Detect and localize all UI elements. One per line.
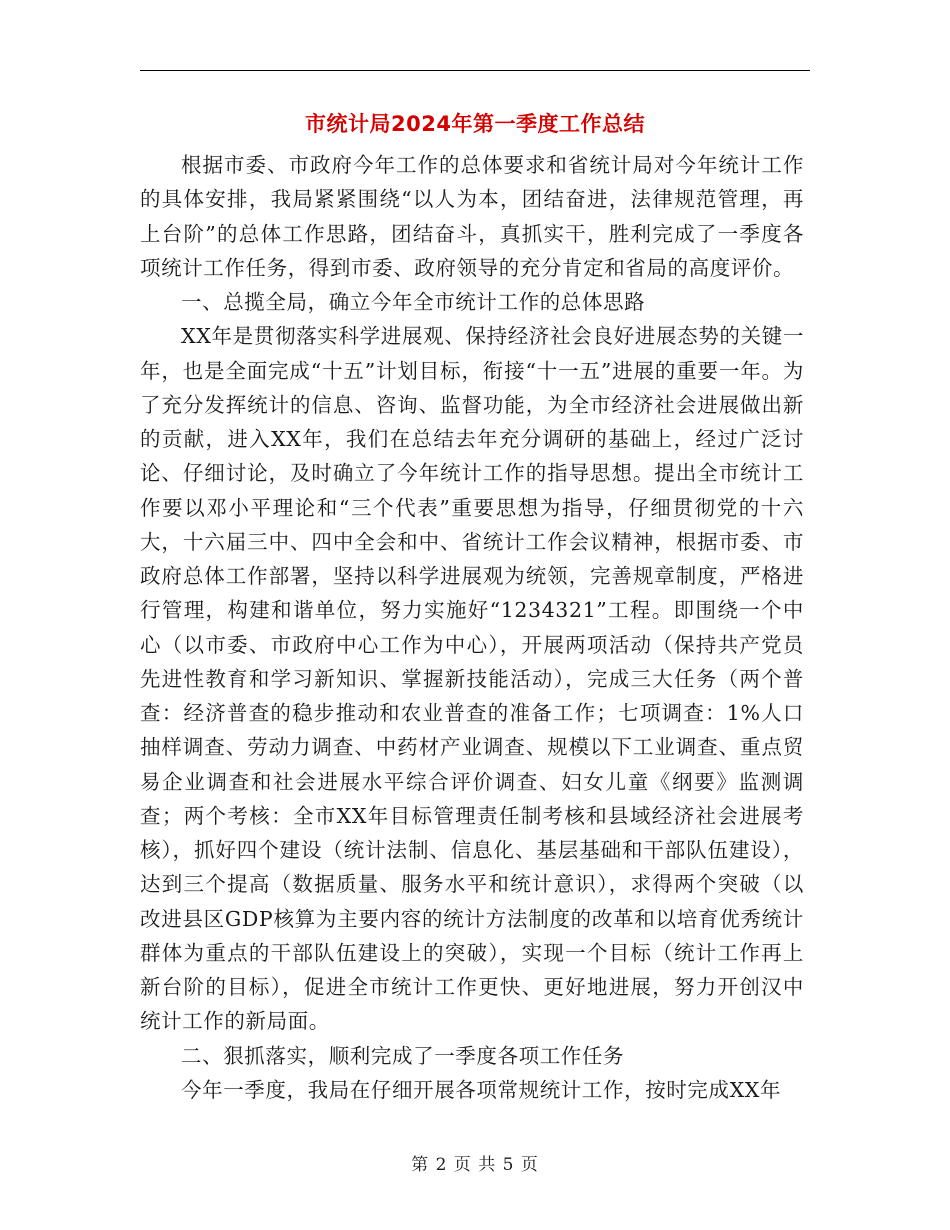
paragraph-intro: 根据市委、市政府今年工作的总体要求和省统计局对今年统计工作的具体安排，我局紧紧围绕“以人为本，团结奋进，法律规范管理，再上台阶”的总体工作思路，团结奋斗，真抓实干，胜利完成了一季度各项统计工作任务，得到市委、政府领导的充分肯定和省局的高度评价。 [140,153,804,280]
paragraph-section-1: XX年是贯彻落实科学进展观、保持经济社会良好进展态势的关键一年，也是全面完成“十五”计划目标，衔接“十一五”进展的重要一年。为了充分发挥统计的信息、咨询、监督功能，为全市经济社会进展做出新的贡献，进入XX年，我们在总结去年充分调研的基础上，经过广泛讨论、仔细讨论，及时确立了今年统计工作的指导思想。提出全市统计工作要以邓小平理论和“三个代表”重要思想为指导，仔细贯彻党的十六大，十六届三中、四中全会和中、省统计工作会议精神，根据市委、市政府总体工作部署，坚持以科学进展观为统领，完善规章制度，严格进行管理，构建和谐单位，努力实施好“1234321”工程。即围绕一个中心（以市委、市政府中心工作为中心），开展两项活动（保持共产党员先进性教育和学习新知识、掌握新技能活动），完成三大任务（两个普查：经济普查的稳步推动和农业普查的准备工作；七项调查：1%人口抽样调查、劳动力调查、中药材产业调查、规模以下工业调查、重点贸易企业调查和社会进展水平综合评价调查、妇女儿童《纲要》监测调查；两个考核：全市XX年目标管理责任制考核和县域经济社会进展考核），抓好四个建设（统计法制、信息化、基层基础和干部队伍建设），达到三个提高（数据质量、服务水平和统计意识），求得两个突破（以改进县区GDP核算为主要内容的统计方法制度的改革和以培育优秀统计群体为重点的干部队伍建设上的突破），实现一个目标（统计工作再上新台阶的目标），促进全市统计工作更快、更好地进展，努力开创汉中统计工作的新局面。 [140,324,804,1034]
paragraph-section-2: 今年一季度，我局在仔细开展各项常规统计工作，按时完成XX年 [181,1077,782,1102]
page-number: 第 2 页 共 5 页 [411,1155,539,1175]
section-heading-2: 二、狠抓落实，顺利完成了一季度各项工作任务 [181,1043,625,1068]
document-body [140,148,804,1107]
document-title: 市统计局2024年第一季度工作总结 [305,112,645,136]
header-rule [140,70,810,71]
section-heading-1: 一、总揽全局，确立今年全市统计工作的总体思路 [181,290,646,314]
